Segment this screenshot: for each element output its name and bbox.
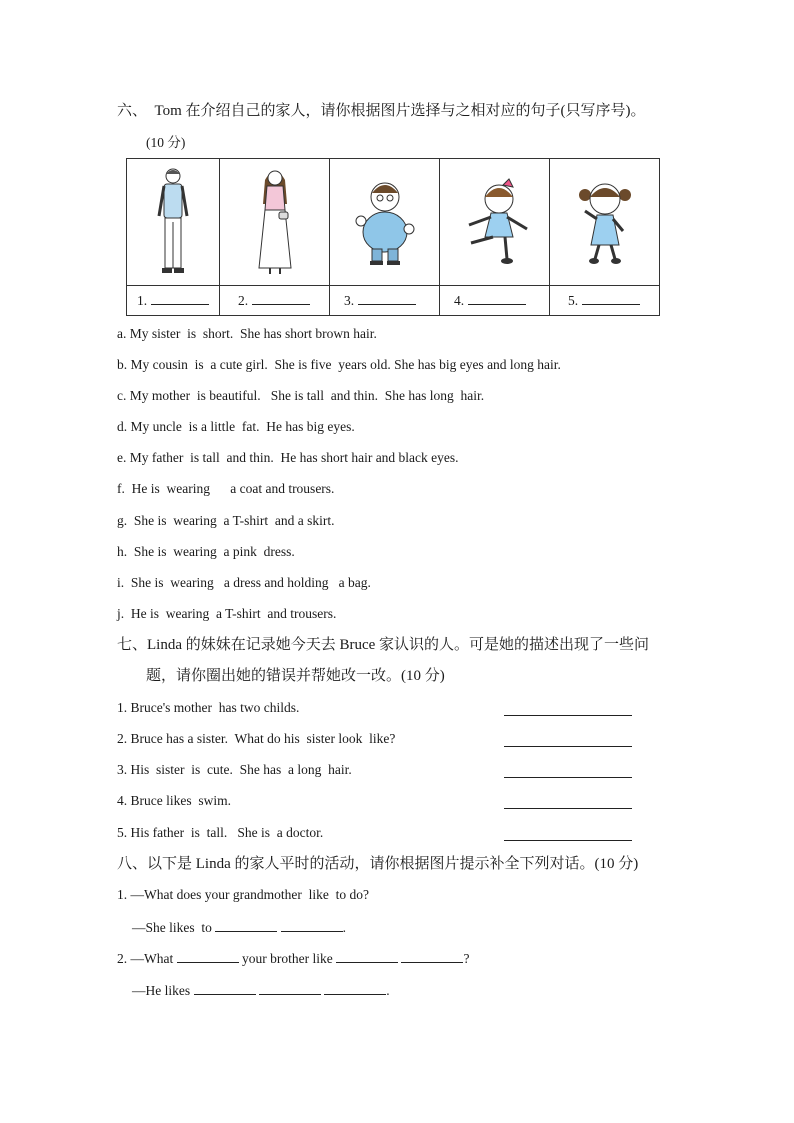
option-g: g. She is wearing a T-shirt and a skirt. (117, 513, 335, 528)
woman-figure-icon (253, 166, 297, 278)
answer-blank[interactable] (582, 292, 640, 305)
answer-blank[interactable] (324, 980, 386, 995)
answer-blank[interactable] (177, 948, 239, 963)
section7-title-line2: 题，请你圈出她的错误并帮她改一改。(10 分) (146, 668, 445, 684)
option-e: e. My father is tall and thin. He has short hair and black eyes. (117, 450, 459, 465)
error-item-5: 5. His father is tall. She is a doctor. (117, 825, 324, 840)
error-item-4: 4. Bruce likes swim. (117, 793, 231, 808)
little-girl-icon (577, 177, 633, 267)
error-item-3: 3. His sister is cute. She has a long hair. (117, 762, 352, 777)
option-h: h. She is wearing a pink dress. (117, 544, 295, 559)
answer-cell-1[interactable]: 1. (127, 286, 220, 316)
correction-line-1[interactable] (504, 715, 632, 716)
girl-dancing-icon (455, 177, 535, 267)
answer-blank[interactable] (468, 292, 526, 305)
answer-cell-5[interactable]: 5. (550, 286, 660, 316)
answer-blank[interactable] (252, 292, 310, 305)
section7-title-line1: 七、Linda 的妹妹在记录她今天去 Bruce 家认识的人。可是她的描述出现了一些问 (117, 637, 650, 653)
answer-blank[interactable] (194, 980, 256, 995)
error-item-2: 2. Bruce has a sister. What do his sister look like? (117, 731, 396, 746)
correction-line-3[interactable] (504, 777, 632, 778)
section6-score: (10 分) (146, 135, 186, 150)
option-a: a. My sister is short. She has short brown hair. (117, 326, 377, 341)
picture-table (126, 158, 660, 316)
answer-cell-2[interactable]: 2. (220, 286, 330, 316)
option-i: i. She is wearing a dress and holding a bag. (117, 575, 371, 590)
answer-blank[interactable] (259, 980, 321, 995)
figure-cell-2 (220, 159, 330, 286)
man-figure-icon (153, 166, 193, 278)
figure-cell-5 (550, 159, 660, 286)
answer-blank[interactable] (215, 917, 277, 932)
option-d: d. My uncle is a little fat. He has big eyes. (117, 419, 355, 434)
figure-cell-3 (330, 159, 440, 286)
figure-cell-1 (127, 159, 220, 286)
dialogue-2-question: 2. —What your brother like ? (117, 948, 469, 968)
section8-title: 八、以下是 Linda 的家人平时的活动，请你根据图片提示补全下列对话。(10 分) (117, 856, 639, 872)
dialogue-1-answer: —She likes to . (132, 917, 346, 937)
answer-blank[interactable] (281, 917, 343, 932)
answer-blank[interactable] (358, 292, 416, 305)
answer-blank[interactable] (151, 292, 209, 305)
figure-cell-4 (440, 159, 550, 286)
dialogue-2-answer: —He likes . (132, 980, 390, 1000)
section6-title: 六、 Tom 在介绍自己的家人，请你根据图片选择与之相对应的句子(只写序号)。 (117, 103, 646, 119)
correction-line-5[interactable] (504, 840, 632, 841)
correction-line-4[interactable] (504, 808, 632, 809)
dialogue-1-question: 1. —What does your grandmother like to do? (117, 887, 369, 902)
option-f: f. He is wearing a coat and trousers. (117, 481, 335, 496)
fat-man-figure-icon (350, 177, 420, 267)
option-c: c. My mother is beautiful. She is tall and thin. She has long hair. (117, 388, 485, 403)
option-b: b. My cousin is a cute girl. She is five years old. She has big eyes and long hair. (117, 357, 561, 372)
answer-blank[interactable] (336, 948, 398, 963)
answer-cell-4[interactable]: 4. (440, 286, 550, 316)
option-j: j. He is wearing a T-shirt and trousers. (117, 606, 337, 621)
correction-line-2[interactable] (504, 746, 632, 747)
answer-blank[interactable] (401, 948, 463, 963)
error-item-1: 1. Bruce's mother has two childs. (117, 700, 300, 715)
answer-cell-3[interactable]: 3. (330, 286, 440, 316)
